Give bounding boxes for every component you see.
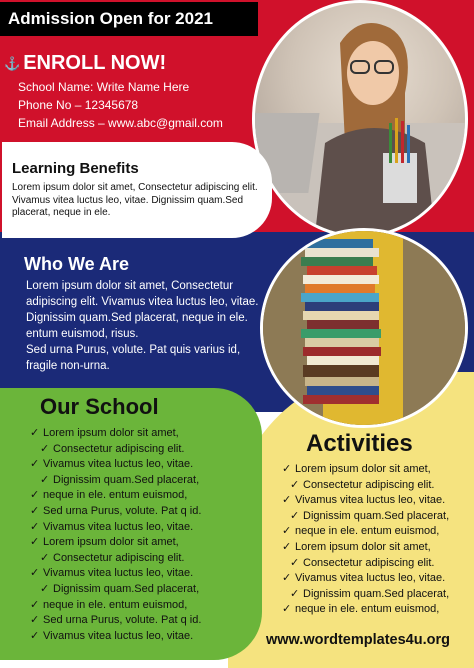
list-item: ✓ Consectetur adipiscing elit. [30,442,250,458]
our-school-list [30,426,250,644]
list-item: ✓ Lorem ipsum dolor sit amet, [282,462,468,478]
list-item: ✓ Sed urna Purus, volute. Pat q id. [30,613,250,629]
list-item: ✓ Lorem ipsum dolor sit amet, [30,426,250,442]
enroll-heading [4,52,166,75]
list-item: ✓ Consectetur adipiscing elit. [282,556,468,572]
books-photo [260,228,468,428]
checkmark-icon: ✓ [282,525,292,538]
checkmark-icon: ✓ [282,494,292,507]
learning-benefits-title: Learning Benefits [12,160,139,177]
list-item: ✓ neque in ele. entum euismod, [30,488,250,504]
checkmark-icon: ✓ [290,509,300,522]
learning-benefits-text: Lorem ipsum dolor sit amet, Consectetur adipiscing elit. Vivamus vitea luctus leo, vitae. Dignissim quam.Sed placerat, neque in ele. [12,182,258,218]
student-illustration [255,3,465,235]
who-line: adipiscing elit. Vivamus vitea luctus leo, vitae. [26,296,259,308]
email-address: Email Address – www.abc@gmail.com [18,116,223,130]
checkmark-icon: ✓ [30,567,40,580]
checkmark-icon: ✓ [30,598,40,611]
list-item: ✓ Vivamus vitea luctus leo, vitae. [282,493,468,509]
who-line: entum euismod, risus. [26,328,139,340]
who-line: Lorem ipsum dolor sit amet, Consectetur [26,280,234,292]
list-item: ✓ Vivamus vitea luctus leo, vitae. [30,520,250,536]
list-item: ✓ Consectetur adipiscing elit. [30,551,250,567]
list-item: ✓ Sed urna Purus, volute. Pat q id. [30,504,250,520]
list-item: ✓ neque in ele. entum euismod, [30,598,250,614]
school-name: School Name: Write Name Here [18,80,190,94]
list-item: ✓ Consectetur adipiscing elit. [282,478,468,494]
list-item: ✓ Lorem ipsum dolor sit amet, [30,535,250,551]
checkmark-icon: ✓ [40,442,50,455]
list-item: ✓ Dignissim quam.Sed placerat, [282,509,468,525]
checkmark-icon: ✓ [30,489,40,502]
list-item: ✓ Vivamus vitea luctus leo, vitae. [30,457,250,473]
phone-number: Phone No – 12345678 [18,98,139,112]
list-item: ✓ Dignissim quam.Sed placerat, [30,473,250,489]
website-link[interactable]: www.wordtemplates4u.org [266,632,450,648]
who-we-are-title: Who We Are [24,254,130,274]
list-item: ✓ neque in ele. entum euismod, [282,524,468,540]
list-item: ✓ Dignissim quam.Sed placerat, [282,587,468,603]
who-line: Dignissim quam.Sed placerat, neque in ele. [26,312,248,324]
activities-title: Activities [306,430,413,457]
checkmark-icon: ✓ [282,572,292,585]
checkmark-icon: ✓ [30,536,40,549]
checkmark-icon: ✓ [282,540,292,553]
anchor-icon: ⚓ [4,55,21,71]
activities-list [282,462,468,618]
checkmark-icon: ✓ [40,473,50,486]
checkmark-icon: ✓ [30,520,40,533]
list-item: ✓ neque in ele. entum euismod, [282,602,468,618]
list-item: ✓ Vivamus vitea luctus leo, vitae. [30,629,250,645]
who-line: fragile non-urna. [26,360,110,372]
checkmark-icon: ✓ [40,551,50,564]
list-item: ✓ Lorem ipsum dolor sit amet, [282,540,468,556]
checkmark-icon: ✓ [30,629,40,642]
list-item: ✓ Vivamus vitea luctus leo, vitae. [282,571,468,587]
enroll-label: ENROLL NOW! [23,52,167,74]
flyer-title: Admission Open for 2021 [0,2,258,36]
checkmark-icon: ✓ [290,478,300,491]
checkmark-icon: ✓ [290,556,300,569]
books-illustration [263,231,465,425]
checkmark-icon: ✓ [30,504,40,517]
checkmark-icon: ✓ [30,614,40,627]
our-school-title: Our School [40,394,159,419]
checkmark-icon: ✓ [30,427,40,439]
checkmark-icon: ✓ [282,463,292,475]
checkmark-icon: ✓ [40,582,50,595]
who-line: Sed urna Purus, volute. Pat quis varius id, [26,344,241,356]
student-photo [252,0,468,238]
who-we-are-text [26,278,266,374]
list-item: ✓ Dignissim quam.Sed placerat, [30,582,250,598]
checkmark-icon: ✓ [30,458,40,471]
checkmark-icon: ✓ [282,603,292,616]
list-item: ✓ Vivamus vitea luctus leo, vitae. [30,566,250,582]
checkmark-icon: ✓ [290,587,300,600]
